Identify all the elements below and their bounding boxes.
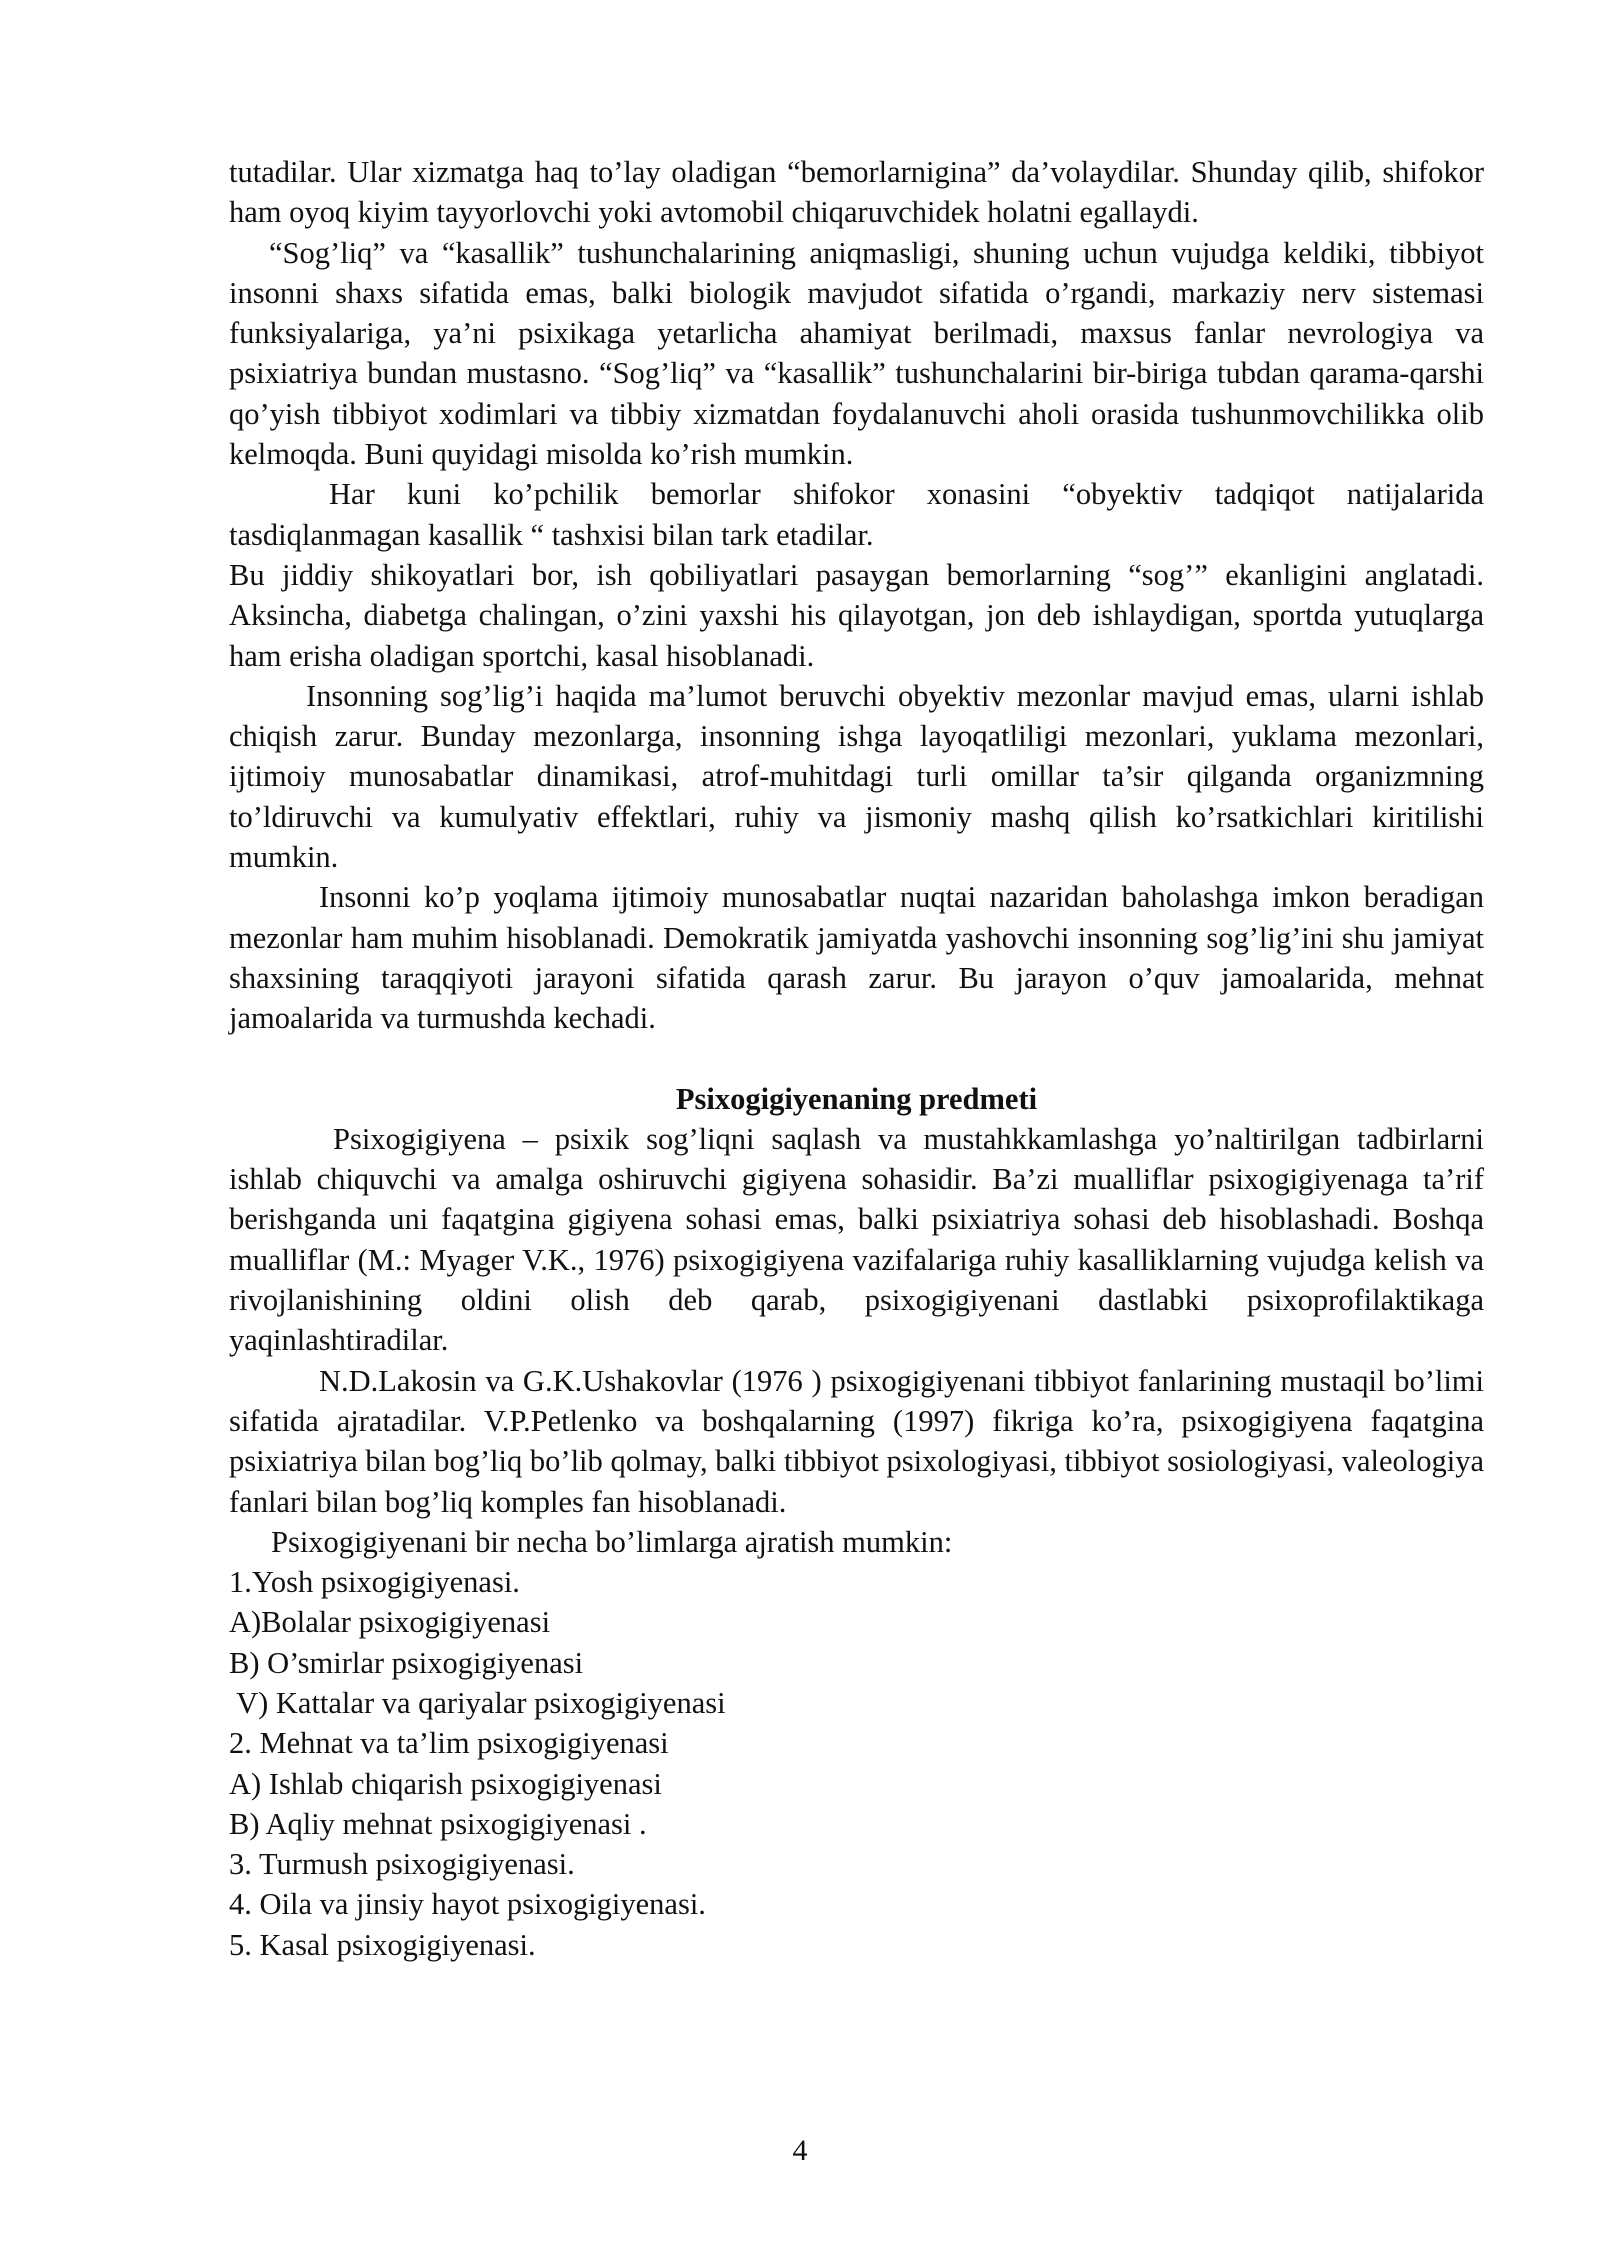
list-item: B) Aqliy mehnat psixogigiyenasi . [229, 1806, 647, 1841]
paragraph-2: “Sog’liq” va “kasallik” tushunchalarining aniqmasligi, shuning uchun vujudga keldiki, tibbiyot insonni shaxs sifatida emas, balki biologik mavjudot sifatida o’rgandi, markaziy nerv sistemasi funksiyalariga, ya’ni psixikaga yetarlicha ahamiyat berilmadi, maxsus fanlar nevrologiya va psixiatriya bundan mustasno. “Sog’liq” va “kasallik” tushunchalarini bir-biriga tubdan qarama-qarshi qo’yish tibbiyot xodimlari va tibbiy xizmatdan foydalanuvchi aholi orasida tushunmovchilikka olib kelmoqda. Buni quyidagi misolda ko’rish mumkin. [229, 235, 1484, 472]
list-item: A) Ishlab chiqarish psixogigiyenasi [229, 1766, 662, 1801]
paragraph-1: tutadilar. Ular xizmatga haq to’lay oladigan “bemorlarnigina” da’volaydilar. Shunday qilib, shifokor ham oyoq kiyim tayyorlovchi yoki avtomobil chiqaruvchidek holatni egallaydi. [229, 155, 1484, 230]
list-item: 3. Turmush psixogigiyenasi. [229, 1847, 575, 1882]
section-heading: Psixogigiyenaning predmeti [675, 1081, 1038, 1116]
list-item: 5. Kasal psixogigiyenasi. [229, 1927, 536, 1962]
section-paragraph-3: Psixogigiyenani bir necha bo’limlarga ajratish mumkin: [271, 1524, 953, 1559]
page-number: 4 [792, 2134, 808, 2167]
spacer [229, 1039, 1484, 1079]
list-item: 1.Yosh psixogigiyenasi. [229, 1565, 520, 1600]
list-item: V) Kattalar va qariyalar psixogigiyenasi [229, 1685, 726, 1720]
section-list [229, 1562, 1484, 1965]
list-item: A)Bolalar psixogigiyenasi [229, 1605, 551, 1640]
section-paragraph-2: N.D.Lakosin va G.K.Ushakovlar (1976 ) psixogigiyenani tibbiyot fanlarining mustaqil bo’limi sifatida ajratadilar. V.P.Petlenko va boshqalarning (1997) fikriga ko’ra, psixogigiyena faqatgina psixiatriya bilan bog’liq bo’lib qolmay, balki tibbiyot psixologiyasi, tibbiyot sosiologiyasi, valeologiya fanlari bilan bog’liq komples fan hisoblanadi. [229, 1363, 1484, 1519]
list-item: 4. Oila va jinsiy hayot psixogigiyenasi. [229, 1887, 706, 1922]
section-paragraph-1: Psixogigiyena – psixik sog’liqni saqlash va mustahkkamlashga yo’naltirilgan tadbirlarni ishlab chiquvchi va amalga oshiruvchi gigiyena sohasidir. Ba’zi mualliflar psixogigiyenaga ta’rif berishganda uni faqatgina gigiyena sohasi emas, balki psixiatriya sohasi deb hisoblashadi. Boshqa mualliflar (M.: Myager V.K., 1976) psixogigiyena vazifalariga ruhiy kasalliklarning vujudga kelish va rivojlanishining oldini olish deb qarab, psixogigiyenani dastlabki psixoprofilaktikaga yaqinlashtiradilar. [229, 1121, 1484, 1358]
list-item: B) O’smirlar psixogigiyenasi [229, 1645, 584, 1680]
paragraph-3: Har kuni ko’pchilik bemorlar shifokor xonasini “obyektiv tadqiqot natijalarida tasdiqlanmagan kasallik “ tashxisi bilan tark etadilar. [229, 477, 1484, 552]
paragraph-4: Bu jiddiy shikoyatlari bor, ish qobiliyatlari pasaygan bemorlarning “sog’” ekanligini anglatadi. Aksincha, diabetga chalingan, o’zini yaxshi his qilayotgan, jon deb ishlaydigan, sportda yutuqlarga ham erisha oladigan sportchi, kasal hisoblanadi. [229, 557, 1484, 673]
page-body [229, 152, 1484, 1965]
list-item: 2. Mehnat va ta’lim psixogigiyenasi [229, 1726, 669, 1761]
paragraph-6: Insonni ko’p yoqlama ijtimoiy munosabatlar nuqtai nazaridan baholashga imkon beradigan mezonlar ham muhim hisoblanadi. Demokratik jamiyatda yashovchi insonning sog’lig’ini shu jamiyat shaxsining taraqqiyoti jarayoni sifatida qarash zarur. Bu jarayon o’quv jamoalarida, mehnat jamoalarida va turmushda kechadi. [229, 880, 1484, 1036]
paragraph-5: Insonning sog’lig’i haqida ma’lumot beruvchi obyektiv mezonlar mavjud emas, ularni ishlab chiqish zarur. Bunday mezonlarga, insonning ishga layoqatliligi mezonlari, yuklama mezonlari, ijtimoiy munosabatlar dinamikasi, atrof-muhitdagi turli omillar ta’sir qilganda organizmning to’ldiruvchi va kumulyativ effektlari, ruhiy va jismoniy mashq qilish ko’rsatkichlari kiritilishi mumkin. [229, 678, 1484, 875]
